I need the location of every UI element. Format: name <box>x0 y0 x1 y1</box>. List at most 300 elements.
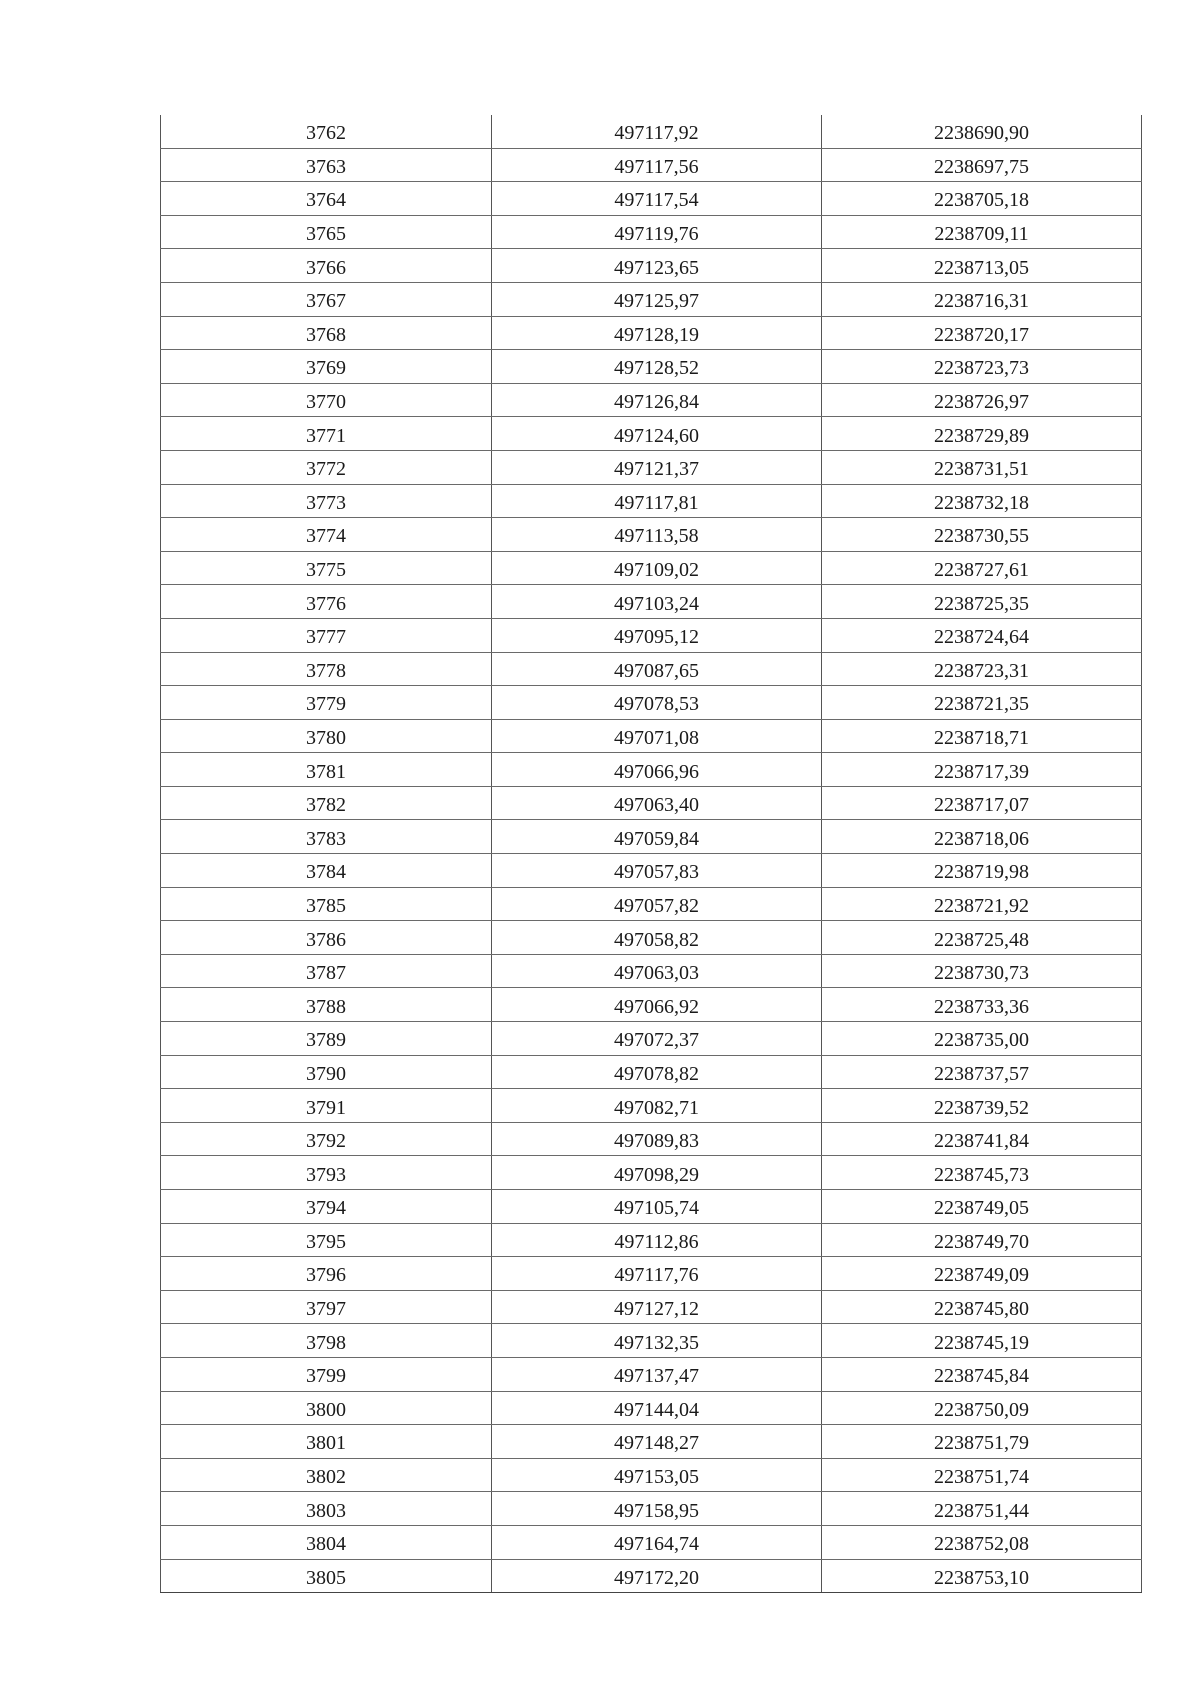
x-coordinate-cell <box>492 1357 822 1391</box>
x-coordinate-cell <box>492 383 822 417</box>
cell-value: 497103,24 <box>614 592 699 615</box>
x-coordinate-cell <box>492 551 822 585</box>
y-coordinate-cell <box>822 1357 1142 1391</box>
point-number-cell <box>161 854 492 888</box>
cell-value: 2238716,31 <box>934 290 1029 313</box>
x-coordinate-cell <box>492 249 822 283</box>
cell-value: 2238697,75 <box>934 155 1029 178</box>
cell-value: 3791 <box>306 1096 346 1119</box>
y-coordinate-cell <box>822 551 1142 585</box>
cell-value: 497119,76 <box>614 223 699 246</box>
point-number-cell <box>161 1525 492 1559</box>
table-row <box>161 1122 1142 1156</box>
cell-value: 3786 <box>306 928 346 951</box>
y-coordinate-cell <box>822 383 1142 417</box>
x-coordinate-cell <box>492 1055 822 1089</box>
cell-value: 2238724,64 <box>934 626 1029 649</box>
point-number-cell <box>161 1559 492 1593</box>
cell-value: 497164,74 <box>614 1533 699 1556</box>
point-number-cell <box>161 450 492 484</box>
x-coordinate-cell <box>492 518 822 552</box>
point-number-cell <box>161 1190 492 1224</box>
cell-value: 3793 <box>306 1163 346 1186</box>
table-row <box>161 618 1142 652</box>
cell-value: 497078,82 <box>614 1062 699 1085</box>
point-number-cell <box>161 518 492 552</box>
cell-value: 3773 <box>306 491 346 514</box>
cell-value: 497066,96 <box>614 760 699 783</box>
y-coordinate-cell <box>822 954 1142 988</box>
cell-value: 3788 <box>306 995 346 1018</box>
cell-value: 3764 <box>306 189 346 212</box>
y-coordinate-cell <box>822 450 1142 484</box>
cell-value: 497126,84 <box>614 391 699 414</box>
y-coordinate-cell <box>822 182 1142 216</box>
x-coordinate-cell <box>492 652 822 686</box>
table-row <box>161 1492 1142 1526</box>
cell-value: 497123,65 <box>614 256 699 279</box>
point-number-cell <box>161 1055 492 1089</box>
y-coordinate-cell <box>822 1458 1142 1492</box>
y-coordinate-cell <box>822 1055 1142 1089</box>
y-coordinate-cell <box>822 921 1142 955</box>
table-row <box>161 1055 1142 1089</box>
y-coordinate-cell <box>822 350 1142 384</box>
cell-value: 3766 <box>306 256 346 279</box>
cell-value: 2238729,89 <box>934 424 1029 447</box>
cell-value: 497117,81 <box>614 491 699 514</box>
table-row <box>161 1357 1142 1391</box>
cell-value: 3789 <box>306 1029 346 1052</box>
x-coordinate-cell <box>492 417 822 451</box>
x-coordinate-cell <box>492 282 822 316</box>
table-row <box>161 1290 1142 1324</box>
table-row <box>161 215 1142 249</box>
x-coordinate-cell <box>492 1290 822 1324</box>
cell-value: 3804 <box>306 1533 346 1556</box>
cell-value: 2238731,51 <box>934 458 1029 481</box>
y-coordinate-cell <box>822 719 1142 753</box>
table-row <box>161 1190 1142 1224</box>
cell-value: 3767 <box>306 290 346 313</box>
point-number-cell <box>161 115 492 148</box>
cell-value: 497098,29 <box>614 1163 699 1186</box>
cell-value: 497158,95 <box>614 1499 699 1522</box>
x-coordinate-cell <box>492 686 822 720</box>
cell-value: 3795 <box>306 1230 346 1253</box>
cell-value: 2238749,70 <box>934 1230 1029 1253</box>
point-number-cell <box>161 988 492 1022</box>
cell-value: 3801 <box>306 1432 346 1455</box>
y-coordinate-cell <box>822 686 1142 720</box>
x-coordinate-cell <box>492 618 822 652</box>
y-coordinate-cell <box>822 652 1142 686</box>
cell-value: 3798 <box>306 1331 346 1354</box>
table-row <box>161 753 1142 787</box>
cell-value: 3772 <box>306 458 346 481</box>
cell-value: 3797 <box>306 1298 346 1321</box>
x-coordinate-cell <box>492 215 822 249</box>
point-number-cell <box>161 786 492 820</box>
x-coordinate-cell <box>492 1022 822 1056</box>
point-number-cell <box>161 753 492 787</box>
table-row <box>161 719 1142 753</box>
point-number-cell <box>161 249 492 283</box>
cell-value: 2238751,74 <box>934 1466 1029 1489</box>
cell-value: 2238737,57 <box>934 1062 1029 1085</box>
x-coordinate-cell <box>492 954 822 988</box>
cell-value: 3805 <box>306 1566 346 1589</box>
cell-value: 497144,04 <box>614 1398 699 1421</box>
point-number-cell <box>161 585 492 619</box>
point-number-cell <box>161 282 492 316</box>
cell-value: 497148,27 <box>614 1432 699 1455</box>
cell-value: 497117,92 <box>614 122 699 145</box>
coordinates-table <box>160 115 1142 1593</box>
point-number-cell <box>161 350 492 384</box>
x-coordinate-cell <box>492 887 822 921</box>
x-coordinate-cell <box>492 148 822 182</box>
cell-value: 497128,19 <box>614 323 699 346</box>
x-coordinate-cell <box>492 1324 822 1358</box>
cell-value: 497124,60 <box>614 424 699 447</box>
cell-value: 2238720,17 <box>934 323 1029 346</box>
y-coordinate-cell <box>822 786 1142 820</box>
y-coordinate-cell <box>822 1190 1142 1224</box>
cell-value: 3774 <box>306 525 346 548</box>
cell-value: 3771 <box>306 424 346 447</box>
y-coordinate-cell <box>822 1122 1142 1156</box>
cell-value: 3769 <box>306 357 346 380</box>
cell-value: 497066,92 <box>614 995 699 1018</box>
x-coordinate-cell <box>492 753 822 787</box>
cell-value: 497082,71 <box>614 1096 699 1119</box>
table-row <box>161 1425 1142 1459</box>
cell-value: 3778 <box>306 659 346 682</box>
cell-value: 2238719,98 <box>934 861 1029 884</box>
x-coordinate-cell <box>492 350 822 384</box>
y-coordinate-cell <box>822 417 1142 451</box>
cell-value: 497121,37 <box>614 458 699 481</box>
point-number-cell <box>161 618 492 652</box>
cell-value: 2238717,07 <box>934 794 1029 817</box>
table-row <box>161 921 1142 955</box>
cell-value: 2238690,90 <box>934 122 1029 145</box>
cell-value: 2238705,18 <box>934 189 1029 212</box>
cell-value: 2238725,35 <box>934 592 1029 615</box>
y-coordinate-cell <box>822 1425 1142 1459</box>
table-row <box>161 887 1142 921</box>
table-row <box>161 988 1142 1022</box>
cell-value: 497132,35 <box>614 1331 699 1354</box>
cell-value: 3792 <box>306 1130 346 1153</box>
table-row <box>161 820 1142 854</box>
cell-value: 497089,83 <box>614 1130 699 1153</box>
x-coordinate-cell <box>492 1257 822 1291</box>
y-coordinate-cell <box>822 1257 1142 1291</box>
cell-value: 3779 <box>306 693 346 716</box>
table-row <box>161 1156 1142 1190</box>
table-row <box>161 1223 1142 1257</box>
cell-value: 3802 <box>306 1466 346 1489</box>
point-number-cell <box>161 1357 492 1391</box>
x-coordinate-cell <box>492 1525 822 1559</box>
x-coordinate-cell <box>492 719 822 753</box>
table-row <box>161 1324 1142 1358</box>
table-row <box>161 854 1142 888</box>
table-row <box>161 652 1142 686</box>
y-coordinate-cell <box>822 1223 1142 1257</box>
point-number-cell <box>161 820 492 854</box>
point-number-cell <box>161 1257 492 1291</box>
point-number-cell <box>161 921 492 955</box>
y-coordinate-cell <box>822 215 1142 249</box>
table-row <box>161 350 1142 384</box>
table-row <box>161 1022 1142 1056</box>
point-number-cell <box>161 686 492 720</box>
table-row <box>161 954 1142 988</box>
cell-value: 3799 <box>306 1365 346 1388</box>
x-coordinate-cell <box>492 988 822 1022</box>
cell-value: 497117,54 <box>614 189 699 212</box>
cell-value: 3762 <box>306 122 346 145</box>
table-row <box>161 1458 1142 1492</box>
cell-value: 497063,40 <box>614 794 699 817</box>
cell-value: 3803 <box>306 1499 346 1522</box>
table-row <box>161 1257 1142 1291</box>
y-coordinate-cell <box>822 249 1142 283</box>
cell-value: 497105,74 <box>614 1197 699 1220</box>
cell-value: 2238725,48 <box>934 928 1029 951</box>
x-coordinate-cell <box>492 786 822 820</box>
table-row <box>161 1559 1142 1593</box>
cell-value: 2238718,71 <box>934 726 1029 749</box>
y-coordinate-cell <box>822 820 1142 854</box>
cell-value: 3787 <box>306 962 346 985</box>
cell-value: 2238749,09 <box>934 1264 1029 1287</box>
point-number-cell <box>161 954 492 988</box>
cell-value: 3763 <box>306 155 346 178</box>
point-number-cell <box>161 551 492 585</box>
cell-value: 497087,65 <box>614 659 699 682</box>
cell-value: 2238750,09 <box>934 1398 1029 1421</box>
table-row <box>161 383 1142 417</box>
cell-value: 3800 <box>306 1398 346 1421</box>
table-row <box>161 1089 1142 1123</box>
point-number-cell <box>161 316 492 350</box>
point-number-cell <box>161 1022 492 1056</box>
y-coordinate-cell <box>822 988 1142 1022</box>
cell-value: 3768 <box>306 323 346 346</box>
point-number-cell <box>161 1492 492 1526</box>
y-coordinate-cell <box>822 316 1142 350</box>
point-number-cell <box>161 1391 492 1425</box>
point-number-cell <box>161 182 492 216</box>
cell-value: 3785 <box>306 894 346 917</box>
point-number-cell <box>161 887 492 921</box>
x-coordinate-cell <box>492 854 822 888</box>
cell-value: 497072,37 <box>614 1029 699 1052</box>
y-coordinate-cell <box>822 1391 1142 1425</box>
cell-value: 2238727,61 <box>934 559 1029 582</box>
y-coordinate-cell <box>822 282 1142 316</box>
cell-value: 2238721,92 <box>934 894 1029 917</box>
point-number-cell <box>161 1223 492 1257</box>
cell-value: 2238745,19 <box>934 1331 1029 1354</box>
y-coordinate-cell <box>822 618 1142 652</box>
point-number-cell <box>161 1458 492 1492</box>
cell-value: 497057,83 <box>614 861 699 884</box>
table-row <box>161 518 1142 552</box>
cell-value: 2238749,05 <box>934 1197 1029 1220</box>
cell-value: 2238721,35 <box>934 693 1029 716</box>
point-number-cell <box>161 383 492 417</box>
x-coordinate-cell <box>492 1559 822 1593</box>
y-coordinate-cell <box>822 1559 1142 1593</box>
y-coordinate-cell <box>822 148 1142 182</box>
cell-value: 3790 <box>306 1062 346 1085</box>
cell-value: 2238733,36 <box>934 995 1029 1018</box>
x-coordinate-cell <box>492 316 822 350</box>
cell-value: 497137,47 <box>614 1365 699 1388</box>
cell-value: 2238745,80 <box>934 1298 1029 1321</box>
point-number-cell <box>161 719 492 753</box>
cell-value: 3777 <box>306 626 346 649</box>
cell-value: 2238726,97 <box>934 391 1029 414</box>
cell-value: 2238730,73 <box>934 962 1029 985</box>
table-row <box>161 282 1142 316</box>
cell-value: 3775 <box>306 559 346 582</box>
y-coordinate-cell <box>822 1525 1142 1559</box>
x-coordinate-cell <box>492 1391 822 1425</box>
point-number-cell <box>161 1156 492 1190</box>
cell-value: 2238735,00 <box>934 1029 1029 1052</box>
cell-value: 2238723,73 <box>934 357 1029 380</box>
point-number-cell <box>161 148 492 182</box>
x-coordinate-cell <box>492 1223 822 1257</box>
x-coordinate-cell <box>492 450 822 484</box>
table-row <box>161 786 1142 820</box>
cell-value: 497095,12 <box>614 626 699 649</box>
table-row <box>161 1525 1142 1559</box>
cell-value: 497117,76 <box>614 1264 699 1287</box>
table-row <box>161 1391 1142 1425</box>
cell-value: 497078,53 <box>614 693 699 716</box>
cell-value: 2238739,52 <box>934 1096 1029 1119</box>
cell-value: 497112,86 <box>614 1230 699 1253</box>
cell-value: 2238709,11 <box>934 223 1029 246</box>
y-coordinate-cell <box>822 854 1142 888</box>
point-number-cell <box>161 652 492 686</box>
x-coordinate-cell <box>492 182 822 216</box>
cell-value: 2238730,55 <box>934 525 1029 548</box>
cell-value: 497153,05 <box>614 1466 699 1489</box>
cell-value: 497127,12 <box>614 1298 699 1321</box>
cell-value: 3784 <box>306 861 346 884</box>
x-coordinate-cell <box>492 1089 822 1123</box>
cell-value: 2238752,08 <box>934 1533 1029 1556</box>
cell-value: 497059,84 <box>614 827 699 850</box>
table-row <box>161 249 1142 283</box>
x-coordinate-cell <box>492 921 822 955</box>
cell-value: 497109,02 <box>614 559 699 582</box>
x-coordinate-cell <box>492 1156 822 1190</box>
y-coordinate-cell <box>822 1156 1142 1190</box>
cell-value: 497057,82 <box>614 894 699 917</box>
x-coordinate-cell <box>492 484 822 518</box>
cell-value: 497113,58 <box>614 525 699 548</box>
table-row <box>161 585 1142 619</box>
cell-value: 2238751,79 <box>934 1432 1029 1455</box>
x-coordinate-cell <box>492 820 822 854</box>
cell-value: 2238741,84 <box>934 1130 1029 1153</box>
cell-value: 497125,97 <box>614 290 699 313</box>
point-number-cell <box>161 1290 492 1324</box>
x-coordinate-cell <box>492 1458 822 1492</box>
cell-value: 3783 <box>306 827 346 850</box>
point-number-cell <box>161 484 492 518</box>
point-number-cell <box>161 1324 492 1358</box>
cell-value: 3796 <box>306 1264 346 1287</box>
cell-value: 2238723,31 <box>934 659 1029 682</box>
cell-value: 2238753,10 <box>934 1566 1029 1589</box>
table-row <box>161 182 1142 216</box>
cell-value: 3782 <box>306 794 346 817</box>
point-number-cell <box>161 1122 492 1156</box>
table-row <box>161 484 1142 518</box>
table-row <box>161 115 1142 148</box>
table-row <box>161 148 1142 182</box>
table-row <box>161 450 1142 484</box>
table-row <box>161 316 1142 350</box>
cell-value: 2238745,84 <box>934 1365 1029 1388</box>
table-row <box>161 551 1142 585</box>
y-coordinate-cell <box>822 585 1142 619</box>
cell-value: 3776 <box>306 592 346 615</box>
x-coordinate-cell <box>492 115 822 148</box>
cell-value: 2238751,44 <box>934 1499 1029 1522</box>
y-coordinate-cell <box>822 1022 1142 1056</box>
cell-value: 2238713,05 <box>934 256 1029 279</box>
x-coordinate-cell <box>492 1122 822 1156</box>
x-coordinate-cell <box>492 585 822 619</box>
table-row <box>161 686 1142 720</box>
point-number-cell <box>161 1425 492 1459</box>
y-coordinate-cell <box>822 1089 1142 1123</box>
y-coordinate-cell <box>822 753 1142 787</box>
cell-value: 497117,56 <box>614 155 699 178</box>
y-coordinate-cell <box>822 1492 1142 1526</box>
cell-value: 3765 <box>306 223 346 246</box>
cell-value: 497071,08 <box>614 726 699 749</box>
cell-value: 497063,03 <box>614 962 699 985</box>
table-row <box>161 417 1142 451</box>
cell-value: 3780 <box>306 726 346 749</box>
y-coordinate-cell <box>822 1290 1142 1324</box>
cell-value: 497058,82 <box>614 928 699 951</box>
y-coordinate-cell <box>822 518 1142 552</box>
cell-value: 2238717,39 <box>934 760 1029 783</box>
cell-value: 3794 <box>306 1197 346 1220</box>
cell-value: 497172,20 <box>614 1566 699 1589</box>
y-coordinate-cell <box>822 484 1142 518</box>
cell-value: 2238732,18 <box>934 491 1029 514</box>
cell-value: 2238718,06 <box>934 827 1029 850</box>
cell-value: 2238745,73 <box>934 1163 1029 1186</box>
y-coordinate-cell <box>822 115 1142 148</box>
x-coordinate-cell <box>492 1190 822 1224</box>
x-coordinate-cell <box>492 1425 822 1459</box>
